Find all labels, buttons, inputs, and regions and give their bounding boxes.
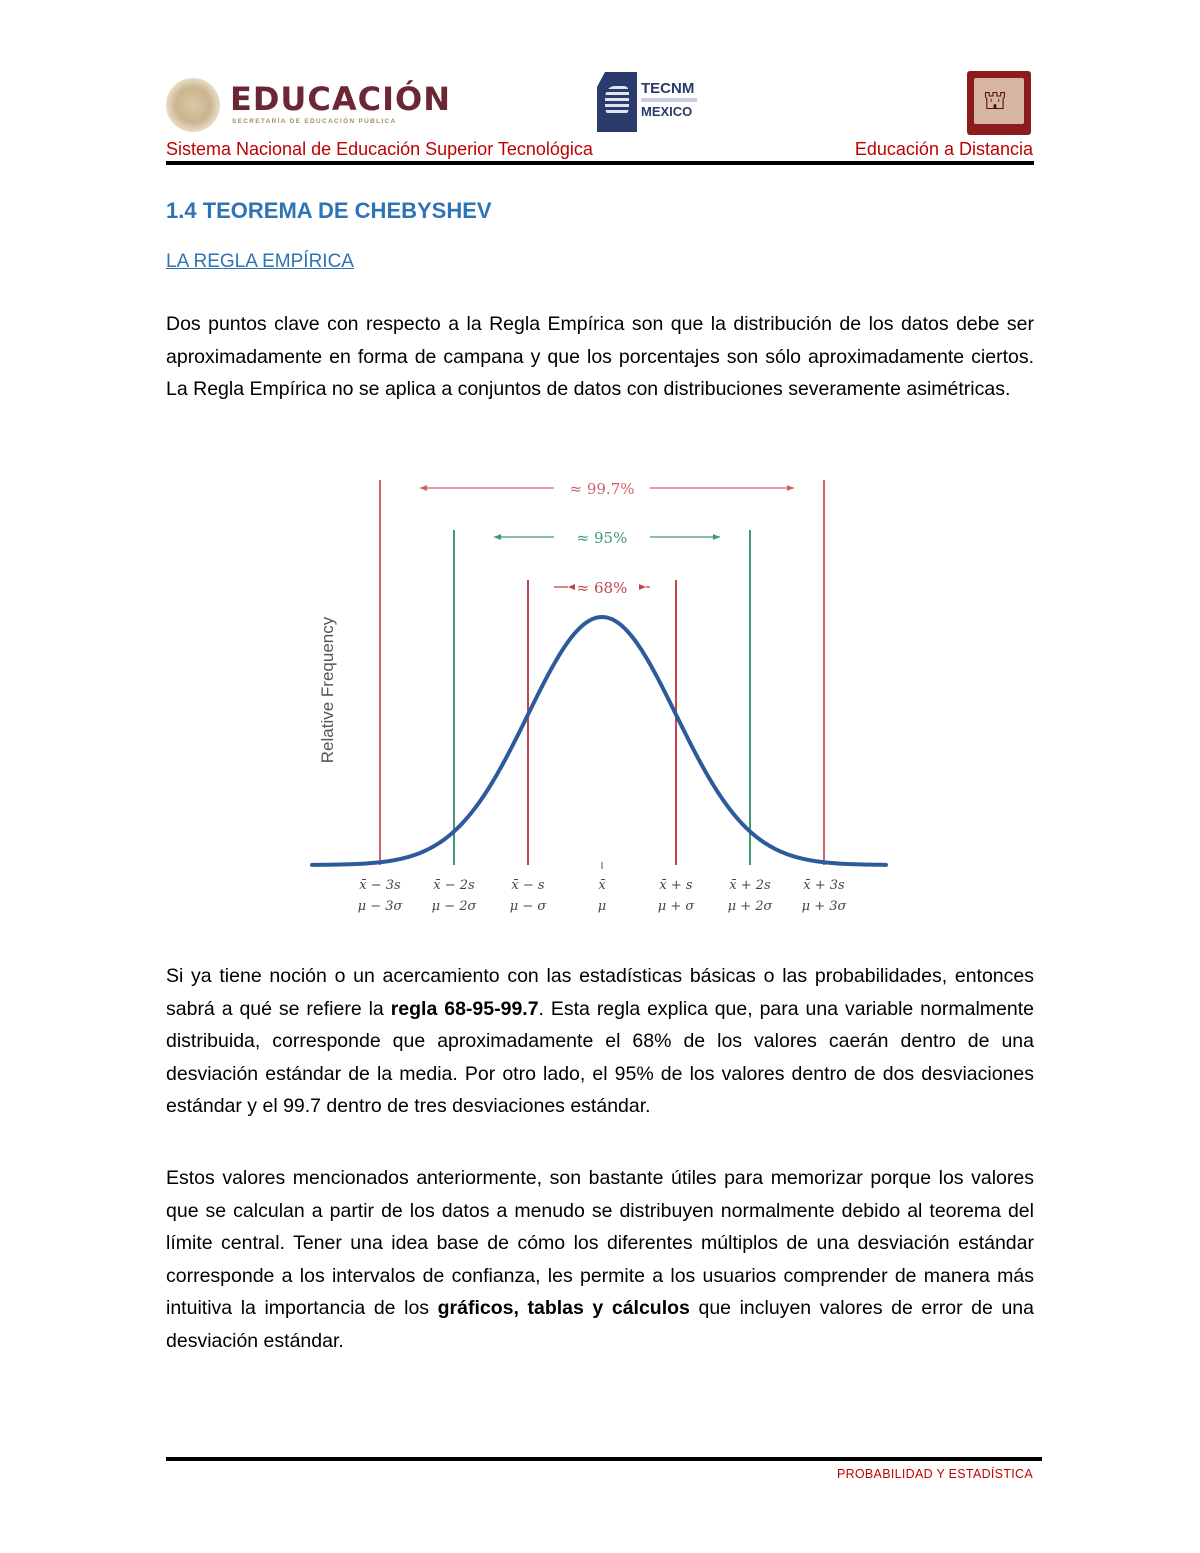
tick-label-bottom: μ − σ — [509, 899, 547, 914]
arrow-head-left-3 — [420, 485, 427, 491]
empirical-rule-figure — [300, 465, 900, 925]
paragraph-intro: Dos puntos clave con respecto a la Regla Empírica son que la distribución de los datos debe ser aproximadamente en forma de campana y que los porcentajes son sólo aproximadamente ciertos. La Regla Empírica no se aplica a conjuntos de datos con distribuciones severamente asimétricas. — [166, 313, 1034, 400]
paragraph-rule — [166, 960, 1034, 1123]
educacion-logo-title: EDUCACIÓN — [230, 80, 452, 118]
normal-curve — [312, 617, 886, 865]
footer-course-name: PROBABILIDAD Y ESTADÍSTICA — [836, 1467, 1033, 1481]
paragraph-usefulness-bold: gráficos, tablas y cálculos — [437, 1297, 690, 1319]
institute-shield-logo — [967, 71, 1031, 135]
arrow-head-right-1 — [639, 584, 646, 590]
tick-label-top: x̄ + 2s — [729, 878, 771, 893]
tick-label-top: x̄ − s — [511, 878, 545, 893]
paragraph-rule-bold: regla 68-95-99.7 — [390, 997, 539, 1020]
y-axis-label: Relative Frequency — [318, 616, 337, 764]
tick-label-top: x̄ + s — [659, 878, 693, 893]
paragraph-usefulness-text-1: Estos valores mencionados anteriormente, son bastante útiles para memorizar porque los valores que se calculan a partir de los datos a menudo se distribuyen normalmente debido al teorema del límite central. Tener una idea base de cómo los diferentes múltiplos de una desviación estándar corresponde a los intervalos de confianza, les permite a los usuarios comprender de manera más intuitiva la importancia de los — [166, 1167, 1034, 1319]
paragraph-rule-text-1: Si ya tiene noción o un acercamiento con las estadísticas básicas o las probabilidades, entonces sabrá a qué se refiere la — [166, 965, 1034, 1020]
arrow-head-right-3 — [787, 485, 794, 491]
footer-divider — [166, 1457, 1042, 1461]
paragraph-usefulness — [166, 1162, 1034, 1357]
tick-label-top: x̄ — [598, 878, 606, 893]
interval-label-2: ≈ 95% — [576, 529, 628, 547]
tick-label-bottom: μ − 3σ — [357, 899, 403, 914]
tick-label-bottom: μ — [597, 899, 607, 914]
header-divider — [166, 161, 1034, 165]
tecnm-logo-line1: TECNM — [641, 80, 695, 97]
shield-emblem-icon: ⛫ — [983, 86, 1007, 116]
tecnm-logo — [597, 70, 707, 134]
educacion-logo — [166, 76, 452, 136]
tick-label-bottom: μ + 3σ — [801, 899, 847, 914]
paragraph-rule-text-2: . Esta regla explica que, para una variable normalmente distribuida, corresponde que aproximadamente el 68% de los valores caerán dentro de una desviación estándar de la media. Por otro lado, el 95% de los valores dentro de dos desviaciones estándar y el 99.7 dentro de tres desviaciones estándar. — [166, 997, 1034, 1117]
section-subtitle: LA REGLA EMPÍRICA — [166, 251, 354, 272]
tecnm-logo-divider — [641, 98, 697, 102]
paragraph-usefulness-text-2: que incluyen valores de error de una desviación estándar. — [166, 1297, 1034, 1352]
interval-label-3: ≈ 99.7% — [569, 480, 635, 498]
mexico-seal-icon — [166, 78, 220, 132]
header-modality: Educación a Distancia — [854, 139, 1033, 159]
tick-label-top: x̄ + 3s — [803, 878, 845, 893]
educacion-logo-subtitle: SECRETARÍA DE EDUCACIÓN PÚBLICA — [232, 118, 397, 125]
arrow-head-left-1 — [568, 584, 575, 590]
tick-label-bottom: μ + σ — [657, 899, 695, 914]
section-title: 1.4 TEOREMA DE CHEBYSHEV — [166, 198, 492, 223]
tick-label-top: x̄ − 2s — [433, 878, 475, 893]
header-system-name: Sistema Nacional de Educación Superior Tecnológica — [166, 139, 593, 159]
interval-label-1: ≈ 68% — [576, 579, 628, 597]
tick-label-bottom: μ + 2σ — [727, 899, 773, 914]
tecnm-emblem-icon — [597, 72, 637, 132]
arrow-head-left-2 — [494, 534, 501, 540]
tecnm-logo-line2: MEXICO — [641, 104, 693, 119]
arrow-head-right-2 — [713, 534, 720, 540]
tick-label-bottom: μ − 2σ — [431, 899, 477, 914]
tick-label-top: x̄ − 3s — [359, 878, 401, 893]
